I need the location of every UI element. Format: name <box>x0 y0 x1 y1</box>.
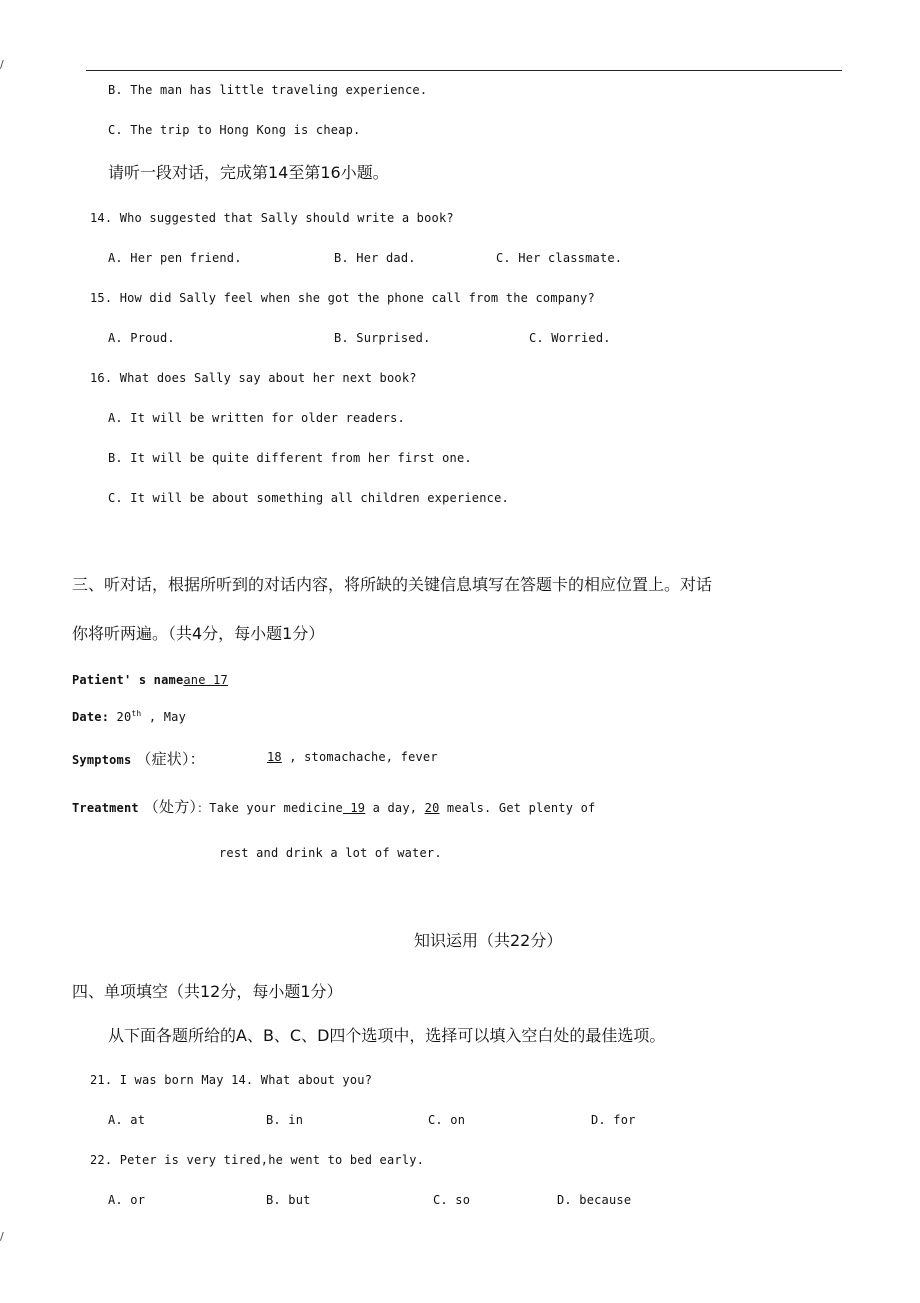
q14-option-a: A. Her pen friend. <box>108 251 242 265</box>
blank-18: 18 <box>267 750 282 764</box>
q15-option-b: B. Surprised. <box>334 331 431 345</box>
date-day: 20 <box>109 710 132 724</box>
blank-19: 19 <box>342 801 366 815</box>
q22-option-b: B. but <box>266 1193 311 1207</box>
part4-instruction: 从下面各题所给的A、B、C、D四个选项中，选择可以填入空白处的最佳选项。 <box>108 1026 666 1045</box>
date-suffix: th <box>131 709 142 718</box>
treatment-cn-label: （处方） <box>138 798 198 816</box>
symptoms-label: Symptoms <box>72 753 132 767</box>
treatment-text-3: meals. Get plenty of <box>439 801 596 815</box>
part4-heading: 四、单项填空（共12分，每小题1分） <box>72 982 343 1001</box>
part3-heading-line1: 三、听对话，根据所听到的对话内容，将所缺的关键信息填写在答题卡的相应位置上。对话 <box>72 575 713 594</box>
symptoms-cn-label: （症状）： <box>131 750 205 768</box>
q13-option-b: B. The man has little traveling experience. <box>108 83 428 97</box>
section-intro: 请听一段对话，完成第14至第16小题。 <box>108 163 389 182</box>
date-month: , May <box>141 710 187 724</box>
treatment-row <box>72 796 595 817</box>
q16-option-b: B. It will be quite different from her first one. <box>108 451 472 465</box>
q22-text: 22. Peter is very tired,he went to bed early. <box>90 1153 425 1167</box>
patient-name-row <box>72 673 228 687</box>
header-rule <box>86 70 842 71</box>
date-label: Date: <box>72 710 110 724</box>
corner-mark-top: / <box>0 58 4 71</box>
q15-option-a: A. Proud. <box>108 331 175 345</box>
q13-option-c: C. The trip to Hong Kong is cheap. <box>108 123 361 137</box>
q16-text: 16. What does Sally say about her next book? <box>90 371 417 385</box>
date-row <box>72 709 186 724</box>
treatment-text-1: ：Take your medicine <box>197 801 343 815</box>
treatment-line-2: rest and drink a lot of water. <box>219 846 442 860</box>
q14-option-b: B. Her dad. <box>334 251 416 265</box>
treatment-label: Treatment <box>72 801 139 815</box>
patient-name-blank: ane 17 <box>183 673 228 687</box>
q14-text: 14. Who suggested that Sally should write a book? <box>90 211 454 225</box>
q16-option-a: A. It will be written for older readers. <box>108 411 405 425</box>
q14-option-c: C. Her classmate. <box>496 251 623 265</box>
q21-option-a: A. at <box>108 1113 146 1127</box>
symptoms-rest: , stomachache, fever <box>281 750 438 764</box>
q16-option-c: C. It will be about something all children experience. <box>108 491 509 505</box>
q15-text: 15. How did Sally feel when she got the phone call from the company? <box>90 291 595 305</box>
corner-mark-bottom: / <box>0 1230 4 1243</box>
q22-option-c: C. so <box>433 1193 471 1207</box>
knowledge-title: 知识运用（共22分） <box>414 931 563 950</box>
q22-option-a: A. or <box>108 1193 146 1207</box>
part3-heading-line2: 你将听两遍。（共4分，每小题1分） <box>72 624 325 643</box>
treatment-text-2: a day, <box>365 801 425 815</box>
q22-option-d: D. because <box>557 1193 632 1207</box>
q21-option-b: B. in <box>266 1113 304 1127</box>
symptoms-row <box>72 748 205 769</box>
symptoms-values <box>267 750 438 764</box>
patient-name-label: Patient' s name <box>72 673 184 687</box>
q15-option-c: C. Worried. <box>529 331 611 345</box>
q21-option-c: C. on <box>428 1113 466 1127</box>
q21-option-d: D. for <box>591 1113 636 1127</box>
q21-text: 21. I was born May 14. What about you? <box>90 1073 373 1087</box>
blank-20: 20 <box>424 801 440 815</box>
